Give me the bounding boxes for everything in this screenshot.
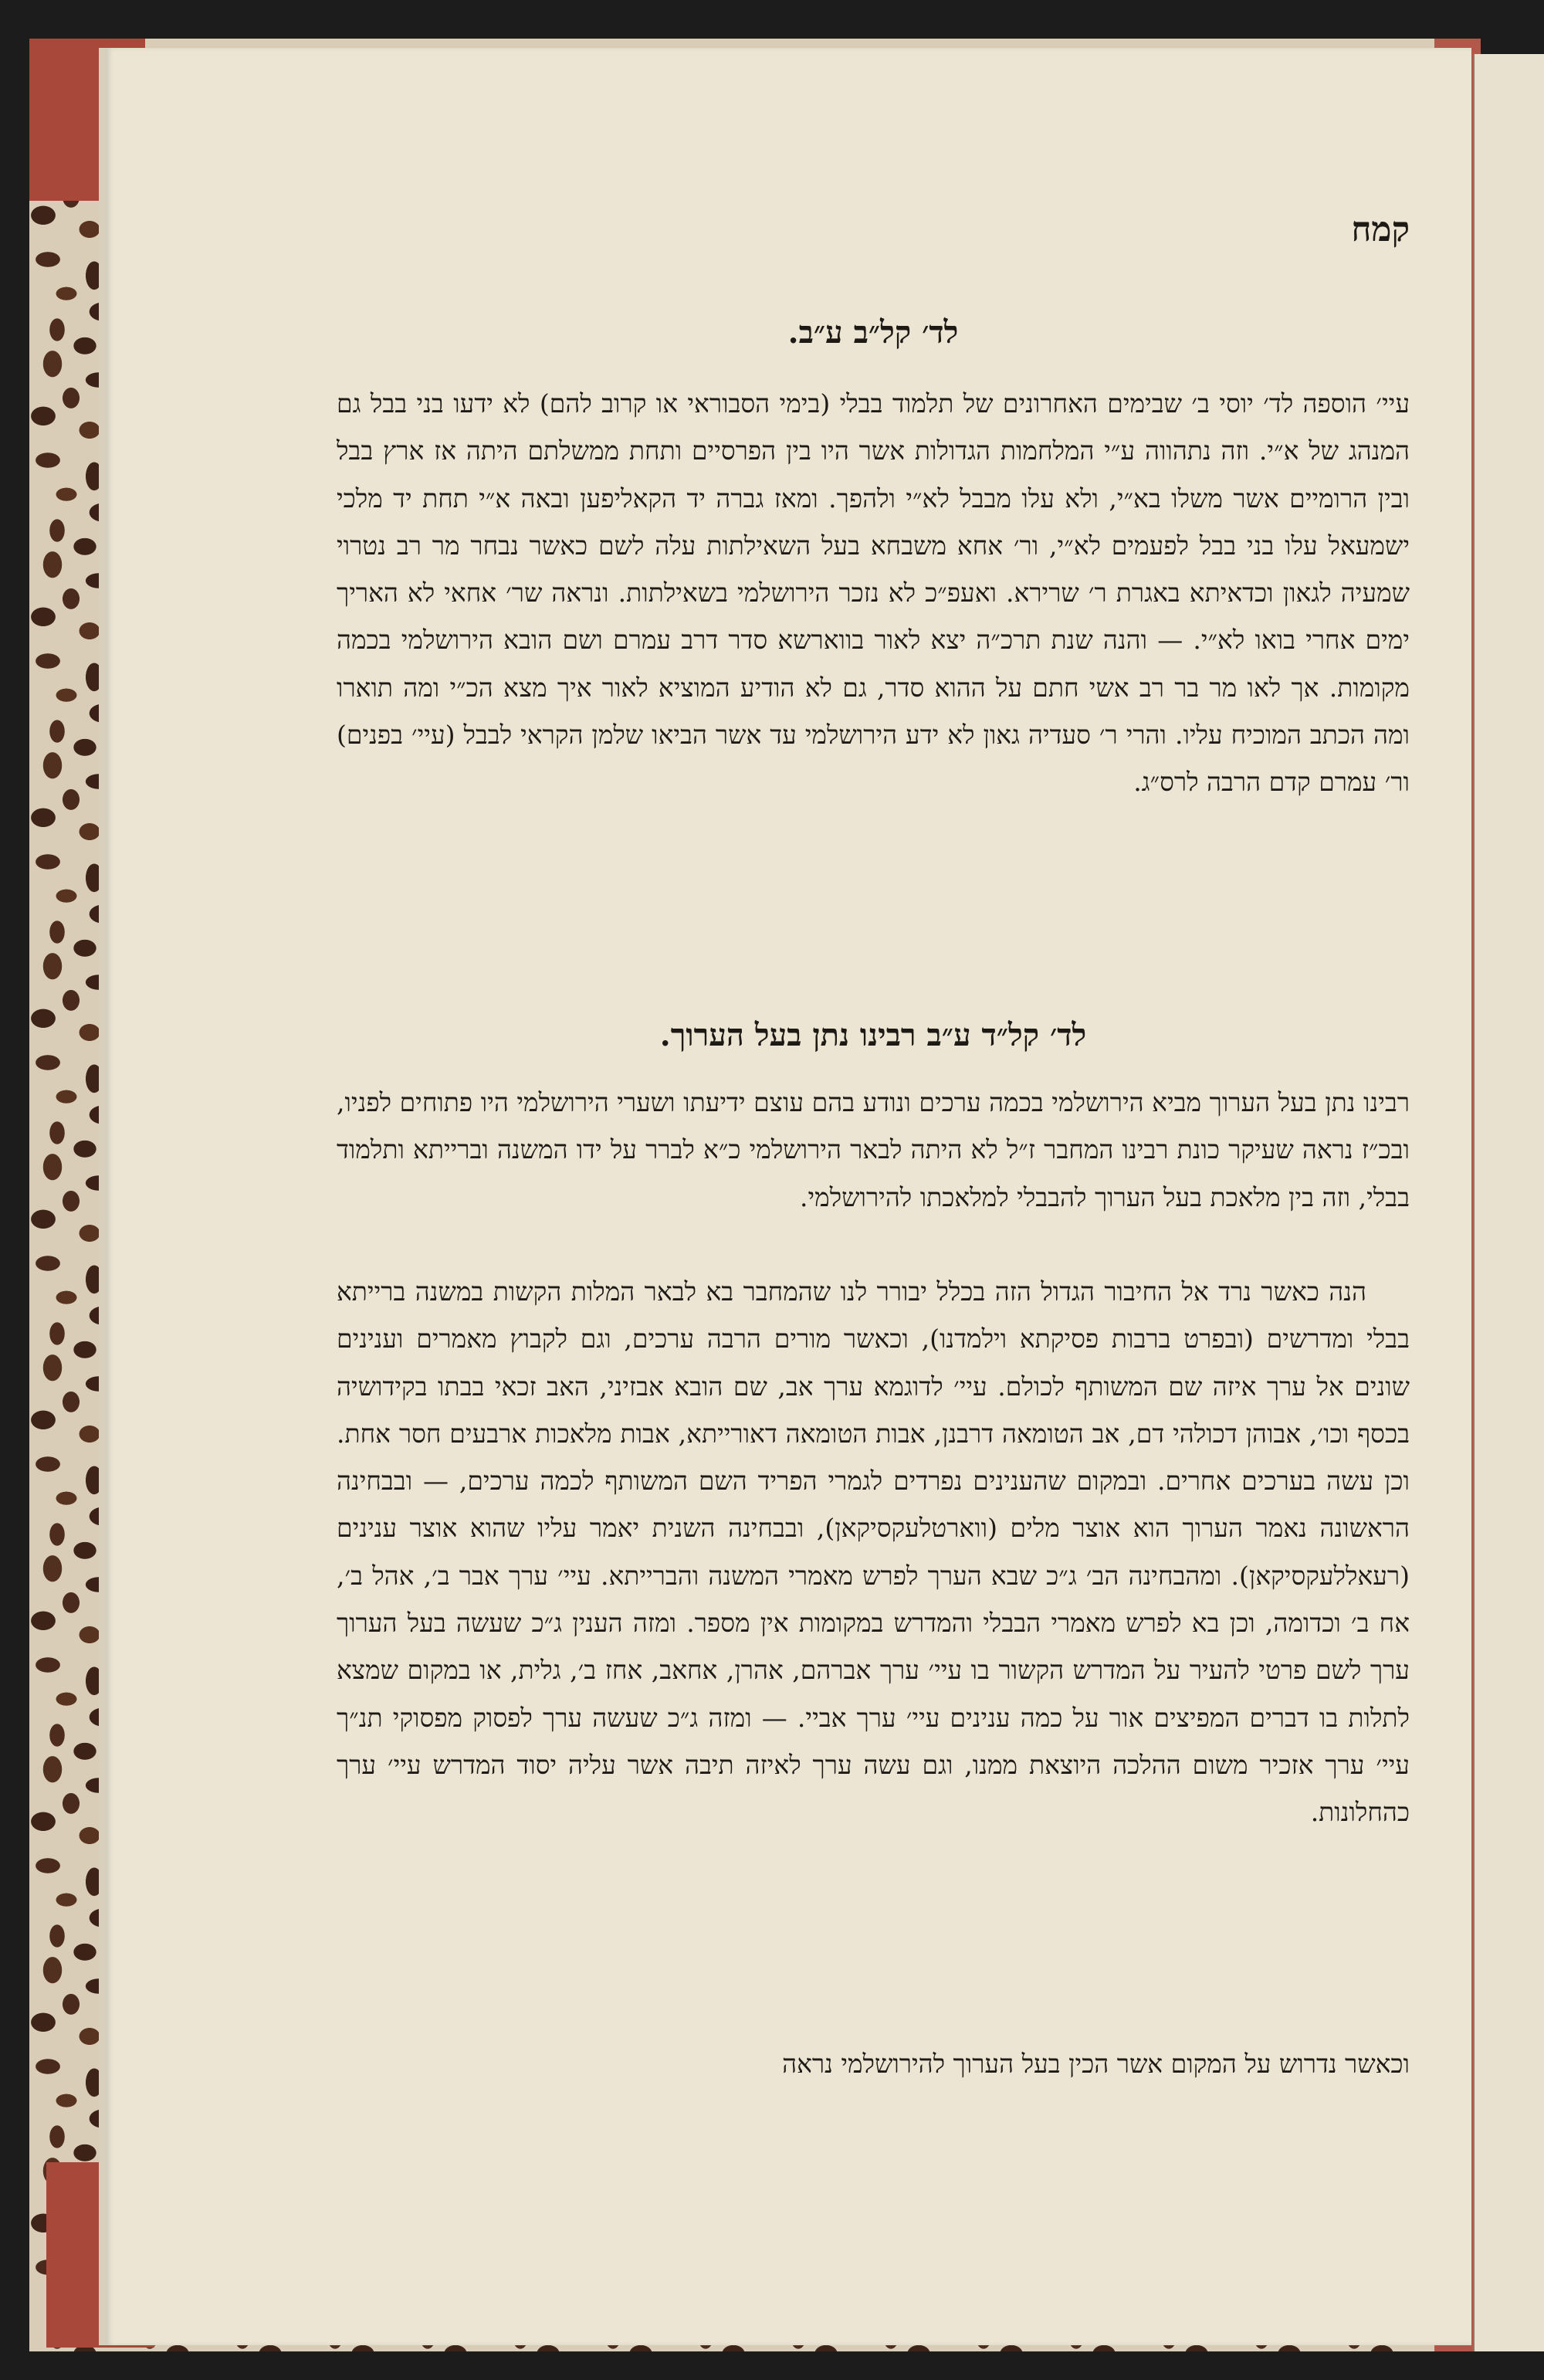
facing-page-edge <box>1473 54 1544 2351</box>
book-page <box>99 48 1471 2345</box>
section-2-paragraph-3: וכאשר נדרוש על המקום אשר הכין בעל הערוך להירושלמי נראה <box>782 2049 1410 2079</box>
section-1-paragraph: עיי׳ הוספה לד׳ יוסי ב׳ שבימים האחרונים של תלמוד בבלי (בימי הסבוראי או קרוב להם) לא ידעו בני בבל גם המנהג של א״י. וזה נתהווה ע״י המלחמות הגדולות אשר היו בין הפרסיים ותחת ממשלתם היתה אז ארץ בבל ובין הרומיים אשר משלו בא״י, ולא עלו מבבל לא״י ולהפך. ומאז גברה יד הקאליפען ובאה א״י תחת יד מלכי ישמעאל עלו בני בבל לפעמים לא״י, ור׳ אחא משבחא בעל השאילתות עלה לשם כאשר נבחר מר רב נטרוי שמעיה לגאון וכדאיתא באגרת ר׳ שרירא. ואעפ״כ לא נזכר הירושלמי בשאילתות. ונראה שר׳ אחאי לא האריך ימים אחרי בואו לא״י. — והנה שנת תרכ״ה יצא לאור בווארשא סדר דרב עמרם ושם הובא הירושלמי בכמה מקומות. אך לאו מר בר רב אשי חתם על ההוא סדר, גם לא הודיע המוציא לאור איך מצא הכ״י ומה תוארו ומה הכתב המוכיח עליו. והרי ר׳ סעדיה גאון לא ידע הירושלמי עד אשר הביאו שלמן הקראי לבבל (עיי׳ בפנים) ור׳ עמרם קדם הרבה לרס״ג. <box>337 388 1410 798</box>
section-2-paragraph-1: רבינו נתן בעל הערוך מביא הירושלמי בכמה ערכים ונודע בהם עוצם ידיעתו ושערי הירושלמי היו פתוחים לפניו, ובכ״ז נראה שעיקר כונת רבינו המחבר ז״ל לא היתה לבאר הירושלמי כ״א לברר על ידו המשנה וברייתא ותלמוד בבלי, וזה בין מלאכת בעל הערוך להבבלי למלאכתו להירושלמי. <box>337 1087 1410 1212</box>
page-number: קמח <box>1351 210 1410 249</box>
section-heading-2: לד׳ קל״ד ע״ב רבינו נתן בעל הערוך. <box>659 1017 1087 1053</box>
section-heading-1: לד׳ קל״ב ע״ב. <box>787 314 959 351</box>
section-2-paragraph-2: הנה כאשר נרד אל החיבור הגדול הזה בכלל יבורר לנו שהמחבר בא לבאר המלות הקשות במשנה ברייתא בבלי ומדרשים (ובפרט ברבות פסיקתא וילמדנו), וכאשר מורים הרבה ערכים, וגם לקבוץ מאמרים וענינים שונים אל ערך איזה שם המשותף לכולם. עיי׳ לדוגמא ערך אב, שם הובא אבזיני, האב זכאי בבתו בקידושיה בכסף וכו׳, אבוהן דכולהי דם, אב הטומאה דרבנן, אבות הטומאה דאורייתא, אבות מלאכות ארבעים חסר אחת. וכן עשה בערכים אחרים. ובמקום שהענינים נפרדים לגמרי הפריד השם המשותף לכמה ערכים, — ובבחינה הראשונה נאמר הערוך הוא אוצר מלים (ווארטלעקסיקאן), ובבחינה השנית יאמר עליו שהוא אוצר ענינים (רעאללעקסיקאן). ומהבחינה הב׳ ג״כ שבא הערך לפרש מאמרי המשנה והברייתא. עיי׳ ערך אבר ב׳, אהל ב׳, אח ב׳ וכדומה, וכן בא לפרש מאמרי הבבלי והמדרש במקומות אין מספר. ומזה הענין ג״כ שעשה בעל הערוך ערך לשם פרטי להעיר על המדרש הקשור בו עיי׳ ערך אברהם, אהרן, אחאב, אחז ב׳, גלית, או במקום שמצא לתלות בו דברים המפיצים אור על כמה ענינים עיי׳ ערך אביי. — ומזה ג״כ שעשה ערך לפסוק מפסוקי תנ״ך עיי׳ ערך אזכיר משום ההלכה היוצאת ממנו, וגם עשה ערך לאיזה תיבה אשר עליה יסוד המדרש עיי׳ ערך כהחלונות. <box>337 1276 1410 1828</box>
